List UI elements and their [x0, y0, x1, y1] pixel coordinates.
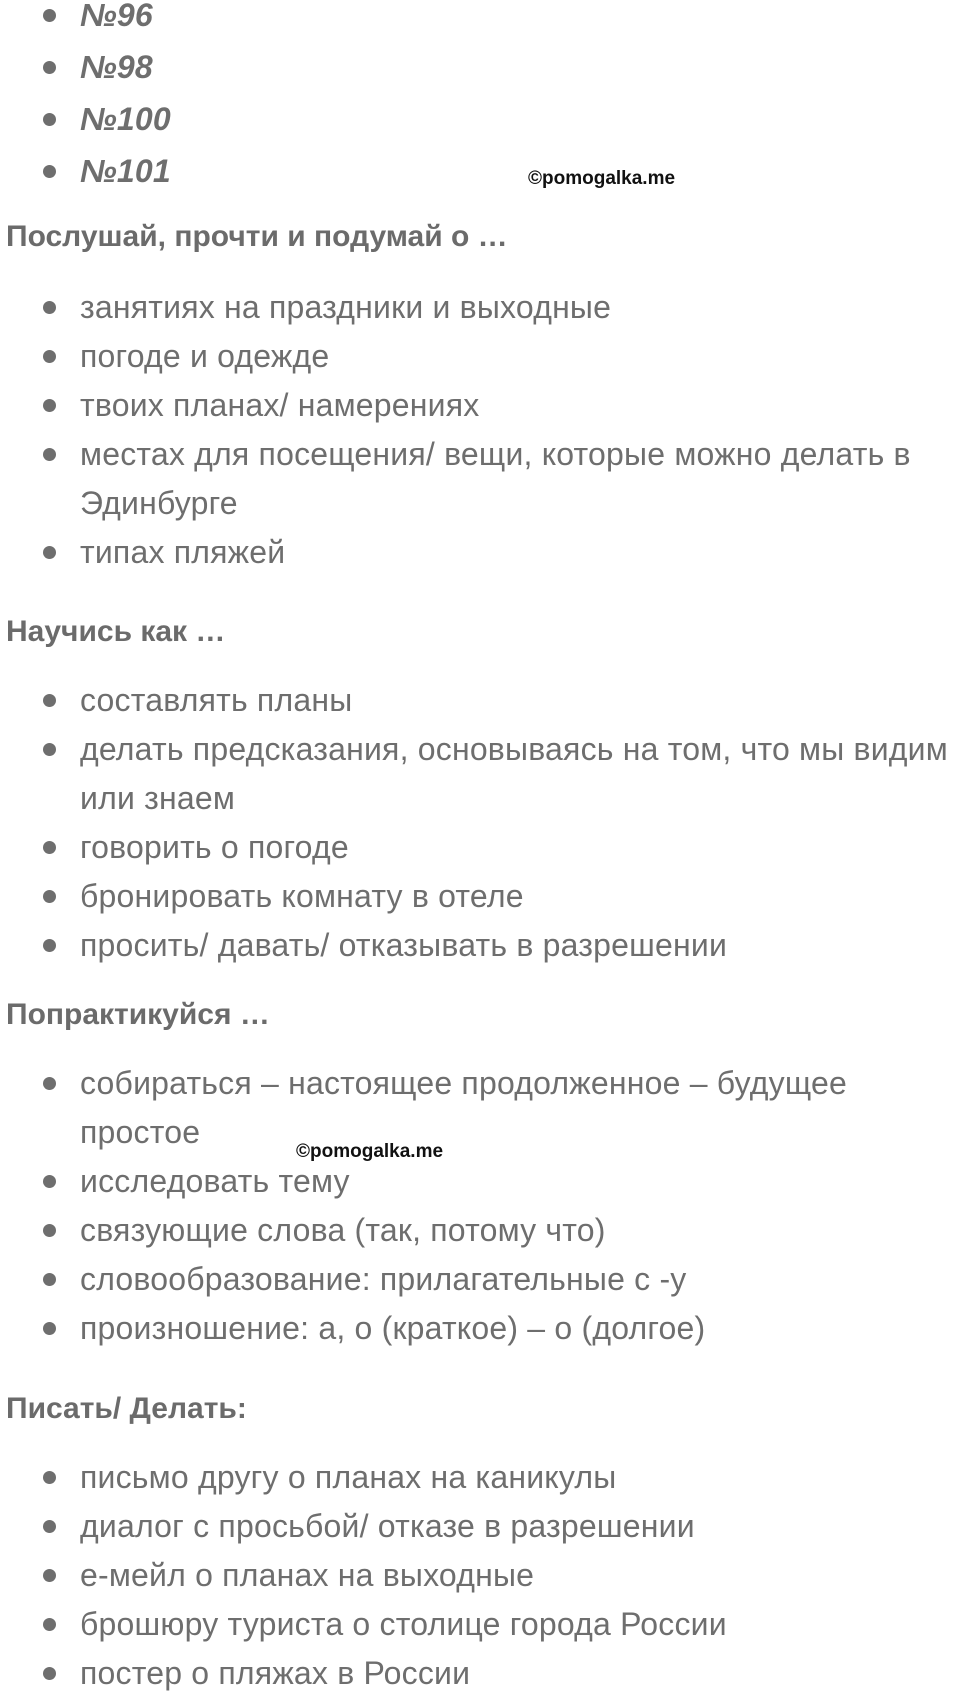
list-item: делать предсказания, основываясь на том, что мы видим или знаем	[0, 725, 960, 823]
section-list-listen-read-think	[0, 283, 960, 577]
list-item: просить/ давать/ отказывать в разрешении	[0, 921, 960, 970]
list-item: №100	[0, 93, 960, 145]
list-item: словообразование: прилагательные с -y	[0, 1255, 960, 1304]
list-item: №98	[0, 41, 960, 93]
list-item: занятиях на праздники и выходные	[0, 283, 960, 332]
exercise-number-list	[0, 0, 960, 197]
section-list-learn-how	[0, 676, 960, 970]
list-item: погоде и одежде	[0, 332, 960, 381]
list-item: связующие слова (так, потому что)	[0, 1206, 960, 1255]
list-item: твоих планах/ намерениях	[0, 381, 960, 430]
section-heading-learn-how: Научись как …	[6, 615, 226, 648]
list-item: произношение: a, o (краткое) – o (долгое)	[0, 1304, 960, 1353]
list-item: бронировать комнату в отеле	[0, 872, 960, 921]
section-list-write-do	[0, 1453, 960, 1698]
list-item: составлять планы	[0, 676, 960, 725]
watermark: ©pomogalka.me	[296, 1141, 444, 1162]
section-heading-listen-read-think: Послушай, прочти и подумай о …	[6, 220, 508, 253]
section-heading-practice: Попрактикуйся …	[6, 998, 270, 1031]
watermark: ©pomogalka.me	[528, 168, 676, 189]
list-item: типах пляжей	[0, 528, 960, 577]
list-item: письмо другу о планах на каникулы	[0, 1453, 960, 1502]
list-item: говорить о погоде	[0, 823, 960, 872]
list-item: постер о пляжах в России	[0, 1649, 960, 1698]
section-list-practice	[0, 1059, 960, 1353]
section-heading-write-do: Писать/ Делать:	[6, 1392, 247, 1425]
list-item: е-мейл о планах на выходные	[0, 1551, 960, 1600]
list-item: №101	[0, 145, 960, 197]
list-item: диалог с просьбой/ отказе в разрешении	[0, 1502, 960, 1551]
list-item: брошюру туриста о столице города России	[0, 1600, 960, 1649]
list-item: исследовать тему	[0, 1157, 960, 1206]
list-item: №96	[0, 0, 960, 41]
list-item: собираться – настоящее продолженное – будущее простое	[0, 1059, 960, 1157]
list-item: местах для посещения/ вещи, которые можно делать в Эдинбурге	[0, 430, 960, 528]
